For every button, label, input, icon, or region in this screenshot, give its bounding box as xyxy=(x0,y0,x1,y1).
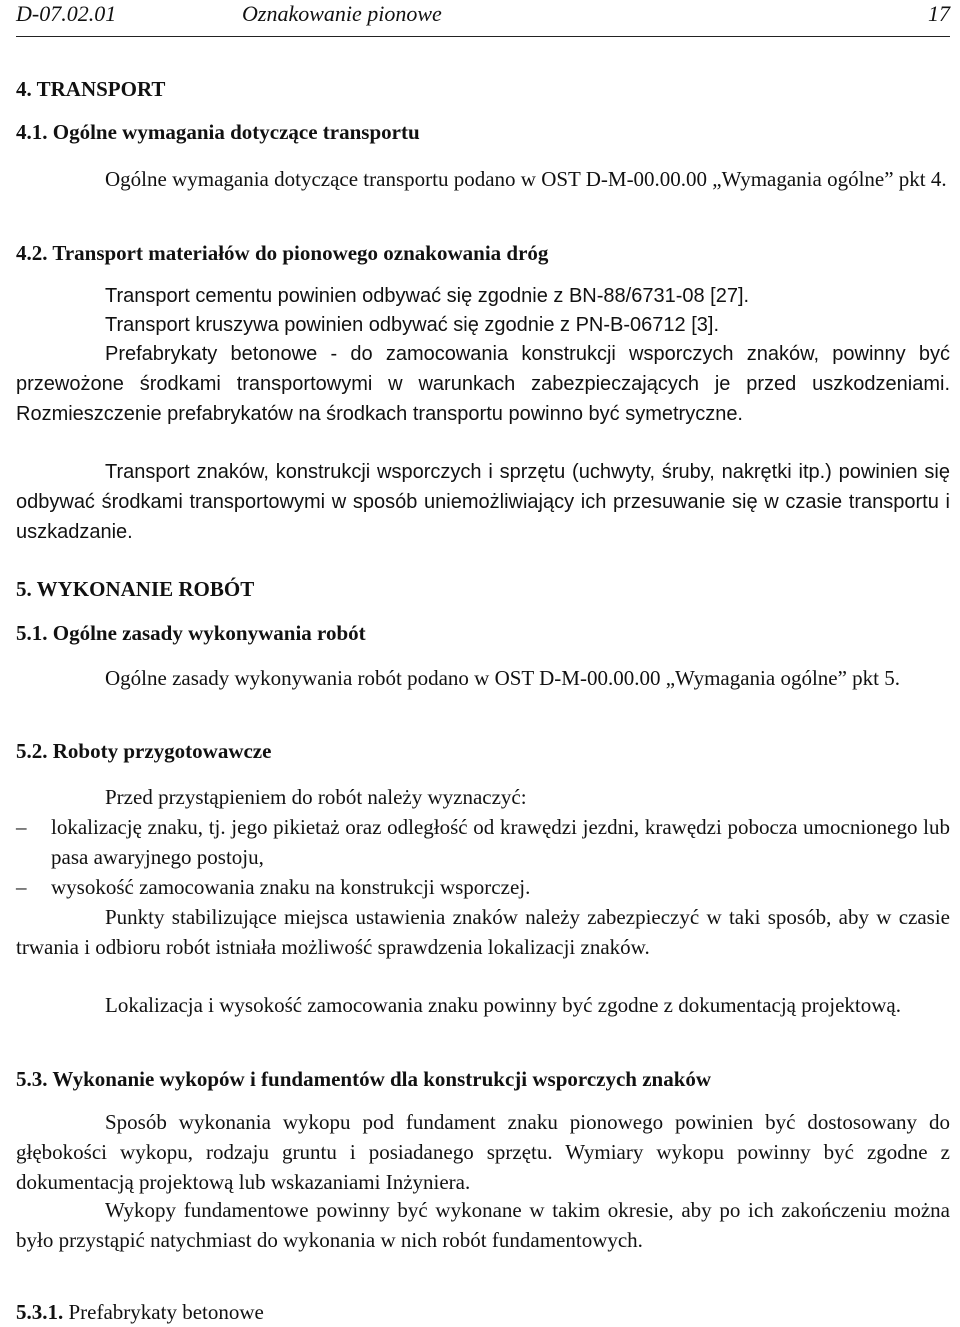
section-5-2-intro: Przed przystąpieniem do robót należy wyznaczyć: xyxy=(105,785,527,809)
document-code: D-07.02.01 xyxy=(16,1,117,26)
section-5-3-paragraph-2: Wykopy fundamentowe powinny być wykonane w takim okresie, aby po ich zakończeniu można było przystąpić natychmiast do wykonania w nich robót fundamentowych. xyxy=(16,1198,950,1252)
page-number: 17 xyxy=(928,1,950,26)
section-5-3-1-heading xyxy=(16,1297,950,1327)
section-4-1-heading: 4.1. Ogólne wymagania dotyczące transportu xyxy=(16,120,420,144)
section-5-3-heading: 5.3. Wykonanie wykopów i fundamentów dla konstrukcji wsporczych znaków xyxy=(16,1067,712,1091)
list-item xyxy=(16,812,950,872)
section-5-3-paragraph-1: Sposób wykonania wykopu pod fundament znaku pionowego powinien być dostosowany do głębokości wykopu, rodzaju gruntu i posiadanego sprzętu. Wymiary wykopu powinny być zgodne z dokumentacją projektową lub wskazaniami Inżyniera. xyxy=(16,1110,950,1194)
section-4-2-paragraph-1: Prefabrykaty betonowe - do zamocowania konstrukcji wsporczych znaków, powinny być przewożone środkami transportowymi w warunkach zabezpieczających je przed uszkodzeniami. Rozmieszczenie prefabrykatów na środkach transportu powinno być symetryczne. xyxy=(16,343,950,425)
section-4-2-line-1: Transport cementu powinien odbywać się zgodnie z BN-88/6731-08 [27]. xyxy=(105,285,750,307)
section-5-2-heading: 5.2. Roboty przygotowawcze xyxy=(16,739,272,763)
section-4-heading: 4. TRANSPORT xyxy=(16,77,166,101)
list-item-text: lokalizację znaku, tj. jego pikietaż oraz odległość od krawędzi jezdni, krawędzi pobocza umocnionego lub pasa awaryjnego postoju, xyxy=(51,815,950,869)
list-item-text: wysokość zamocowania znaku na konstrukcji wsporczej. xyxy=(51,875,531,899)
section-5-3-1-number: 5.3.1. xyxy=(16,1300,64,1324)
section-5-1-heading: 5.1. Ogólne zasady wykonywania robót xyxy=(16,621,366,645)
list-item xyxy=(16,872,950,902)
section-4-2-line-2: Transport kruszywa powinien odbywać się zgodnie z PN-B-06712 [3]. xyxy=(105,314,720,336)
section-4-1-text: Ogólne wymagania dotyczące transportu podano w OST D-M-00.00.00 „Wymagania ogólne” pkt 4. xyxy=(105,167,947,191)
dash-bullet: – xyxy=(16,875,27,899)
section-5-2-paragraph-2: Lokalizacja i wysokość zamocowania znaku powinny być zgodne z dokumentacją projektową. xyxy=(105,993,901,1017)
section-5-3-1-title: Prefabrykaty betonowe xyxy=(68,1300,264,1324)
section-4-2-paragraph-2: Transport znaków, konstrukcji wsporczych i sprzętu (uchwyty, śruby, nakrętki itp.) powinien się odbywać środkami transportowymi w sposób uniemożliwiający ich przesuwanie się w czasie transportu i uszkadzanie. xyxy=(16,461,950,543)
section-5-heading: 5. WYKONANIE ROBÓT xyxy=(16,577,255,601)
section-5-2-paragraph-1: Punkty stabilizujące miejsca ustawienia znaków należy zabezpieczyć w taki sposób, aby w czasie trwania i odbioru robót istniała możliwość sprawdzenia lokalizacji znaków. xyxy=(16,905,950,959)
document-title: Oznakowanie pionowe xyxy=(242,1,442,26)
section-4-2-heading: 4.2. Transport materiałów do pionowego oznakowania dróg xyxy=(16,241,549,265)
page-header xyxy=(16,0,950,37)
section-5-1-text: Ogólne zasady wykonywania robót podano w OST D-M-00.00.00 „Wymagania ogólne” pkt 5. xyxy=(105,666,901,690)
dash-bullet: – xyxy=(16,815,27,839)
